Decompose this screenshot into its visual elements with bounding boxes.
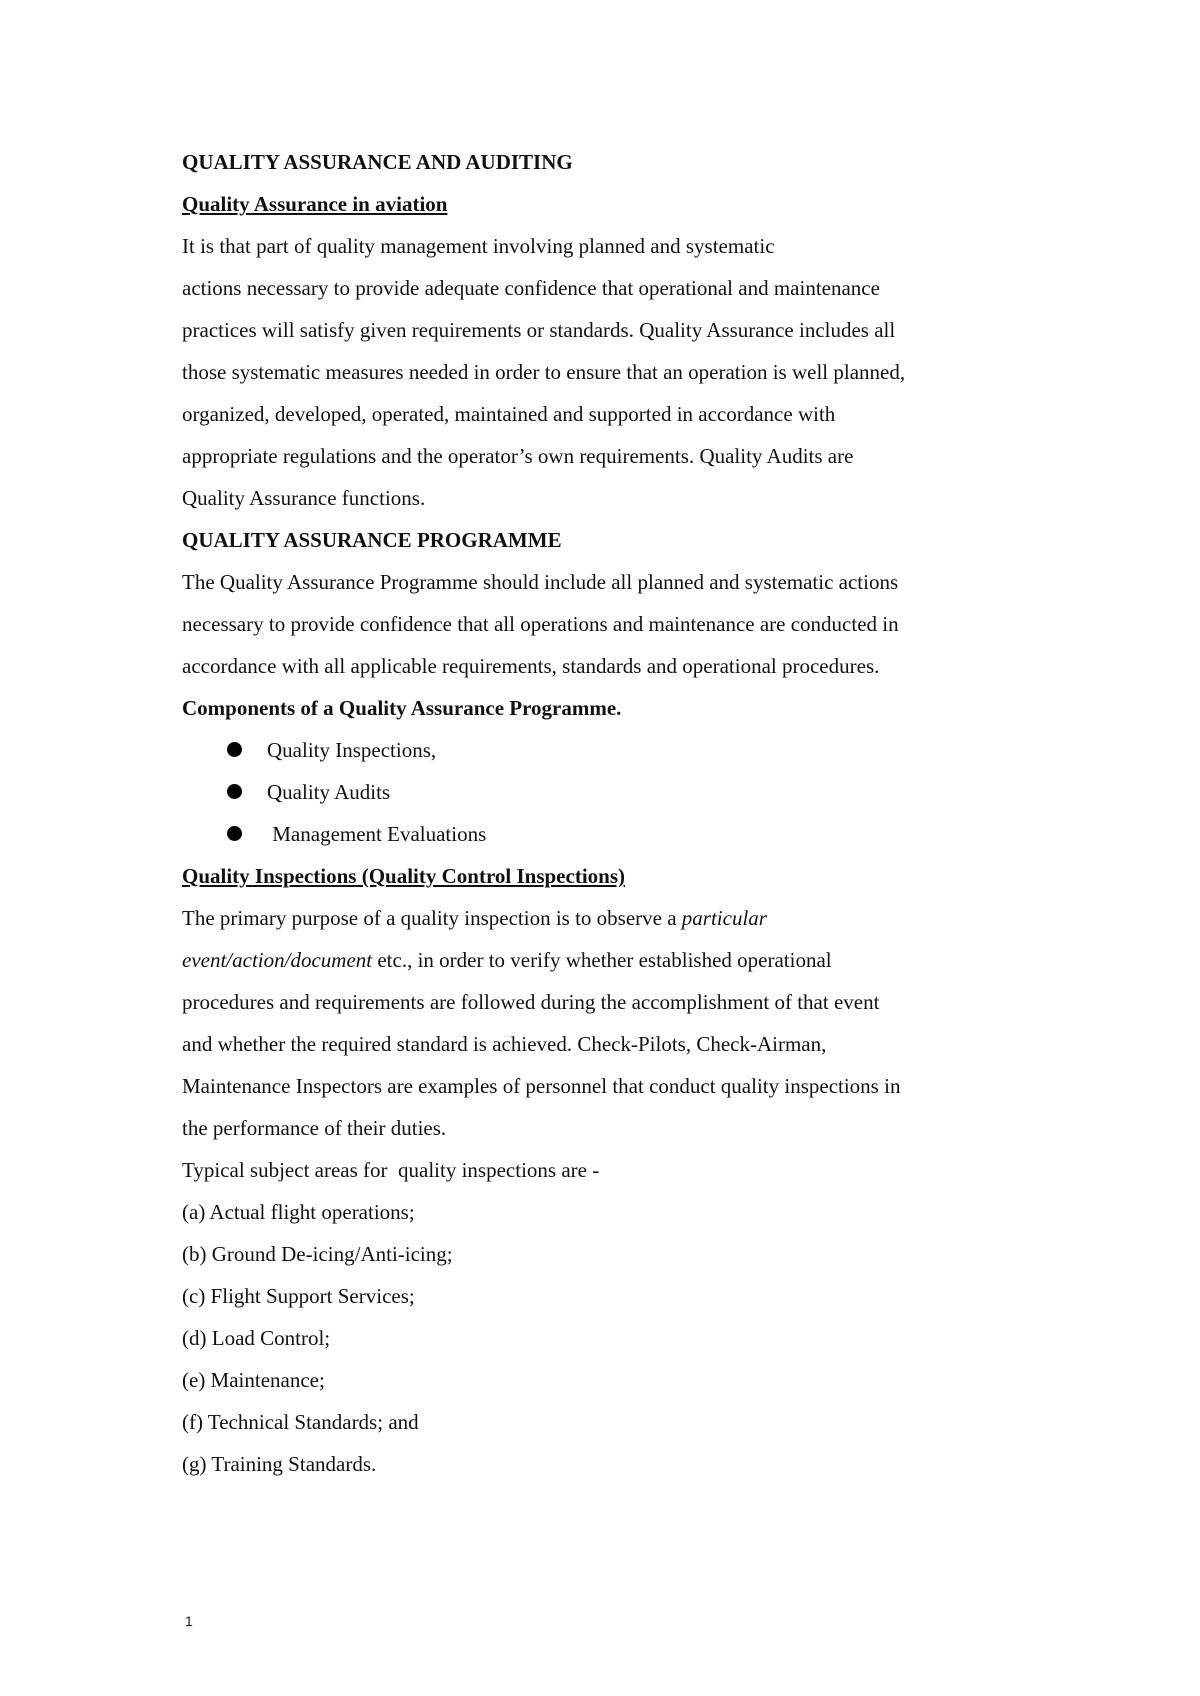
paragraph-line: Maintenance Inspectors are examples of personnel that conduct quality inspections in	[182, 1074, 901, 1098]
emphasis-text: event/action/document	[182, 948, 373, 972]
paragraph-quality-inspections	[182, 897, 1042, 1149]
subject-areas-intro: Typical subject areas for quality inspections are -	[182, 1158, 600, 1182]
components-list	[182, 729, 1042, 855]
emphasis-text: particular	[681, 906, 767, 930]
paragraph-line	[182, 897, 1042, 939]
list-item: (b) Ground De-icing/Anti-icing;	[182, 1242, 453, 1266]
components-heading: Components of a Quality Assurance Programme.	[182, 696, 622, 720]
paragraph-line: those systematic measures needed in order to ensure that an operation is well planned,	[182, 360, 906, 384]
paragraph-text: The primary purpose of a quality inspection is to observe a	[182, 906, 682, 930]
list-item	[182, 729, 1042, 771]
list-item-text: Quality Audits	[267, 780, 391, 804]
list-item	[182, 813, 1042, 855]
paragraph-line: Quality Assurance functions.	[182, 486, 426, 510]
paragraph-line: organized, developed, operated, maintained and supported in accordance with	[182, 402, 836, 426]
paragraph-text: etc., in order to verify whether established operational	[372, 948, 832, 972]
paragraph-qa-definition	[182, 225, 1042, 519]
bullet-icon	[227, 784, 242, 799]
paragraph-line: The Quality Assurance Programme should include all planned and systematic actions	[182, 570, 899, 594]
list-item: (e) Maintenance;	[182, 1368, 325, 1392]
paragraph-line: and whether the required standard is achieved. Check-Pilots, Check-Airman,	[182, 1032, 827, 1056]
paragraph-line	[182, 939, 1042, 981]
paragraph-line: procedures and requirements are followed during the accomplishment of that event	[182, 990, 880, 1014]
document-page	[182, 141, 1042, 1485]
list-item-text: Management Evaluations	[267, 822, 487, 846]
paragraph-line: It is that part of quality management involving planned and systematic	[182, 234, 775, 258]
section-heading-qa-programme: QUALITY ASSURANCE PROGRAMME	[182, 528, 562, 552]
list-item-text: Quality Inspections,	[267, 738, 437, 762]
paragraph-line: practices will satisfy given requirements or standards. Quality Assurance includes all	[182, 318, 896, 342]
paragraph-line: actions necessary to provide adequate confidence that operational and maintenance	[182, 276, 880, 300]
list-item: (c) Flight Support Services;	[182, 1284, 415, 1308]
list-item	[182, 771, 1042, 813]
paragraph-line: necessary to provide confidence that all operations and maintenance are conducted in	[182, 612, 899, 636]
paragraph-line: the performance of their duties.	[182, 1116, 447, 1140]
paragraph-line: appropriate regulations and the operator’s own requirements. Quality Audits are	[182, 444, 854, 468]
subject-areas-list	[182, 1191, 1042, 1485]
bullet-icon	[227, 742, 242, 757]
document-title: QUALITY ASSURANCE AND AUDITING	[182, 150, 573, 174]
paragraph-qa-programme	[182, 561, 1042, 687]
page-number: 1	[185, 1613, 193, 1629]
list-item: (g) Training Standards.	[182, 1452, 377, 1476]
list-item: (f) Technical Standards; and	[182, 1410, 419, 1434]
bullet-icon	[227, 826, 242, 841]
section-heading-quality-inspections: Quality Inspections (Quality Control Inspections)	[182, 864, 625, 888]
list-item: (a) Actual flight operations;	[182, 1200, 415, 1224]
section-heading-qa-aviation: Quality Assurance in aviation	[182, 192, 448, 216]
list-item: (d) Load Control;	[182, 1326, 331, 1350]
paragraph-line: accordance with all applicable requirements, standards and operational procedures.	[182, 654, 880, 678]
